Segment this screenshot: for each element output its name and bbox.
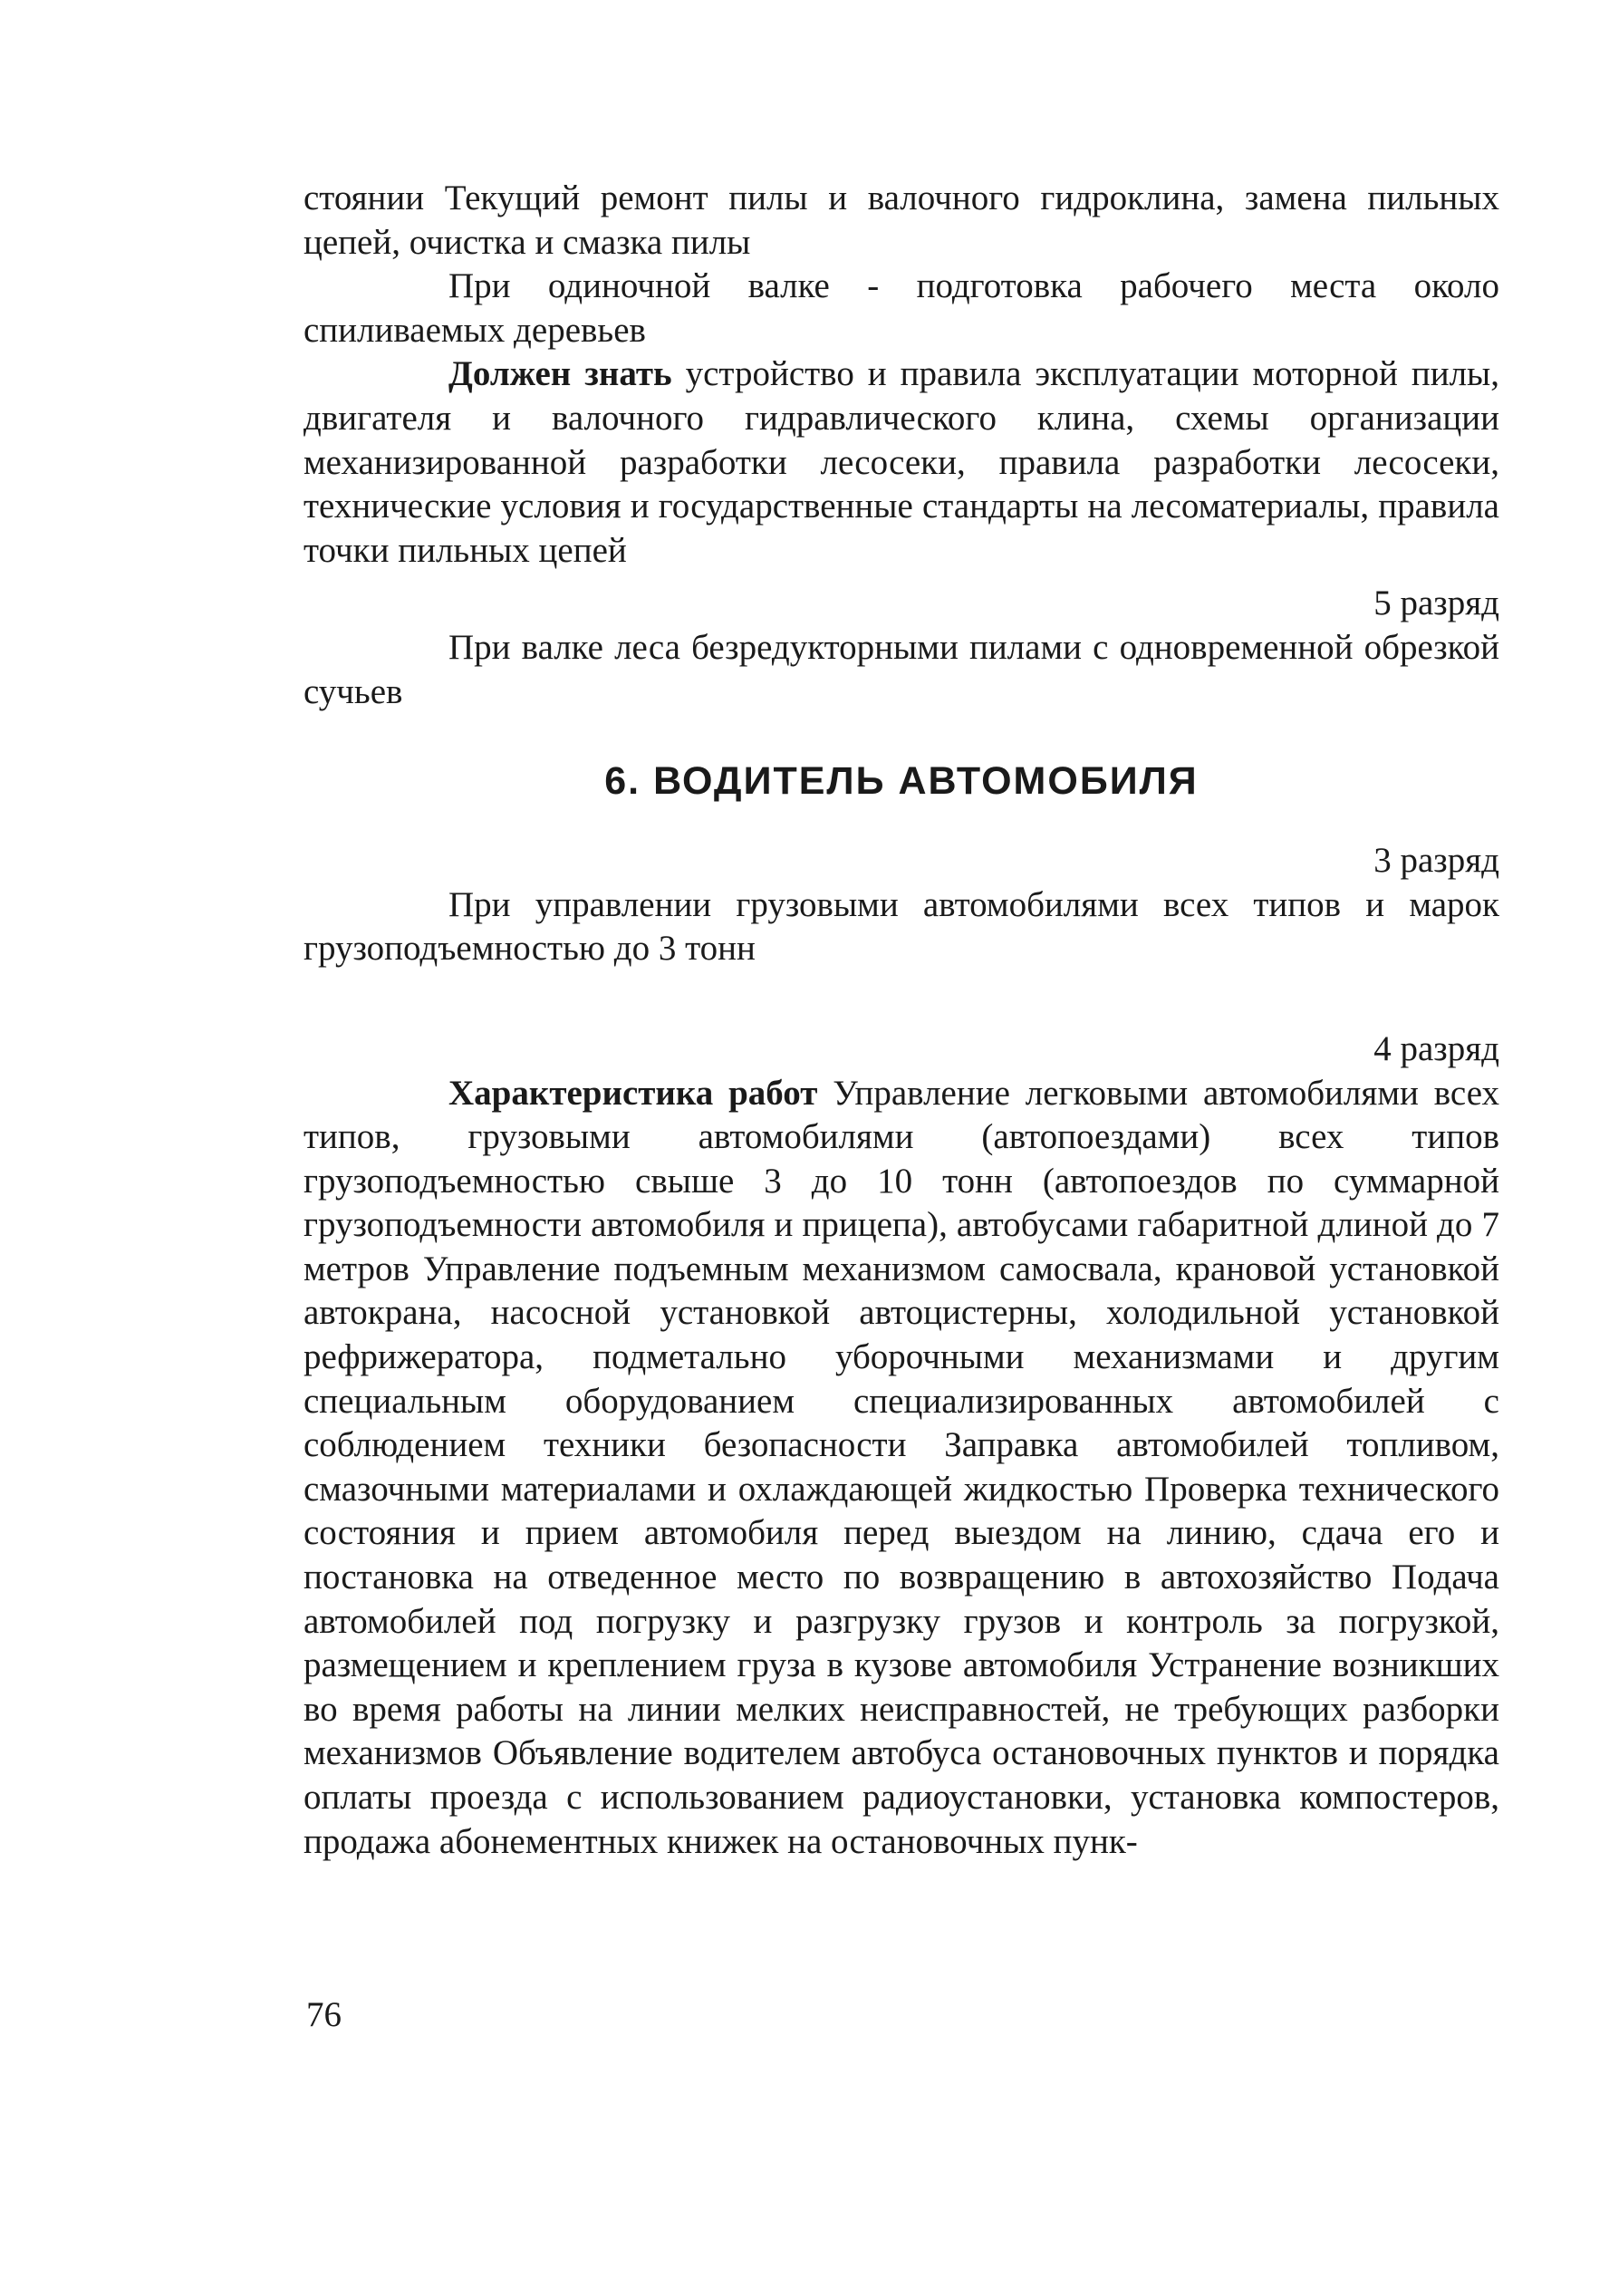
- page-number: 76: [306, 1995, 342, 2034]
- grade-5-label: 5 разряд: [1373, 584, 1499, 623]
- must-know-lead: Должен знать: [448, 354, 672, 394]
- grade-4-label: 4 разряд: [1373, 1028, 1499, 1068]
- grade-3-label: 3 разряд: [1373, 841, 1499, 881]
- continuation-paragraph: стоянии Текущий ремонт пилы и валочного гидроклина, замена пильных цепей, очистка и смазка пилы: [303, 178, 1499, 262]
- work-characteristics-paragraph: [303, 1072, 1499, 1865]
- single-felling-paragraph: При одиночной валке - подготовка рабочего места около спиливаемых деревьев: [303, 266, 1499, 350]
- must-know-paragraph: [303, 352, 1499, 573]
- grade-5-paragraph: При валке леса безредукторными пилами с одновременной обрезкой сучьев: [303, 627, 1499, 711]
- work-characteristics-text: Управление легковыми автомобилями всех типов, грузовыми автомобилями (автопоездами) всех типов грузоподъемностью свыше 3 до 10 тонн (автопоездов по суммарной грузоподъемности автомобиля и прицепа), автобусами габаритной длиной до 7 метров Управление подъемным механизмом самосвала, крановой установкой автокрана, насосной установкой автоцистерны, холодильной установкой рефрижератора, подметально уборочными механизмами и другим специальным оборудованием специализированных автомобилей с соблюдением техники безопасности Заправка автомобилей топливом, смазочными материалами и охлаждающей жидкостью Проверка технического состояния и прием автомобиля перед выездом на линию, сдача его и постановка на отведенное место по возвращению в автохозяйство Подача автомобилей под погрузку и разгрузку грузов и контроль за погрузкой, размещением и креплением груза в кузове автомобиля Устранение возникших во время работы на линии мелких неисправностей, не требующих разборки механизмов Объявление водителем автобуса остановочных пунктов и порядка оплаты проезда с использованием радиоустановки, установка компостеров, продажа абонементных книжек на остановочных пунк-: [303, 1073, 1500, 1861]
- must-know-text: устройство и правила эксплуатации моторной пилы, двигателя и валочного гидравлического клина, схемы организации механизированной разработки лесосеки, правила разработки лесосеки, технические условия и государственные стандарты на лесоматериалы, правила точки пильных цепей: [303, 354, 1499, 570]
- grade-3-paragraph: При управлении грузовыми автомобилями всех типов и марок грузоподъемностью до 3 тонн: [303, 884, 1499, 969]
- text-column: [303, 177, 1499, 1864]
- section-heading: 6. ВОДИТЕЛЬ АВТОМОБИЛЯ: [604, 759, 1199, 804]
- work-characteristics-lead: Характеристика работ: [448, 1073, 818, 1113]
